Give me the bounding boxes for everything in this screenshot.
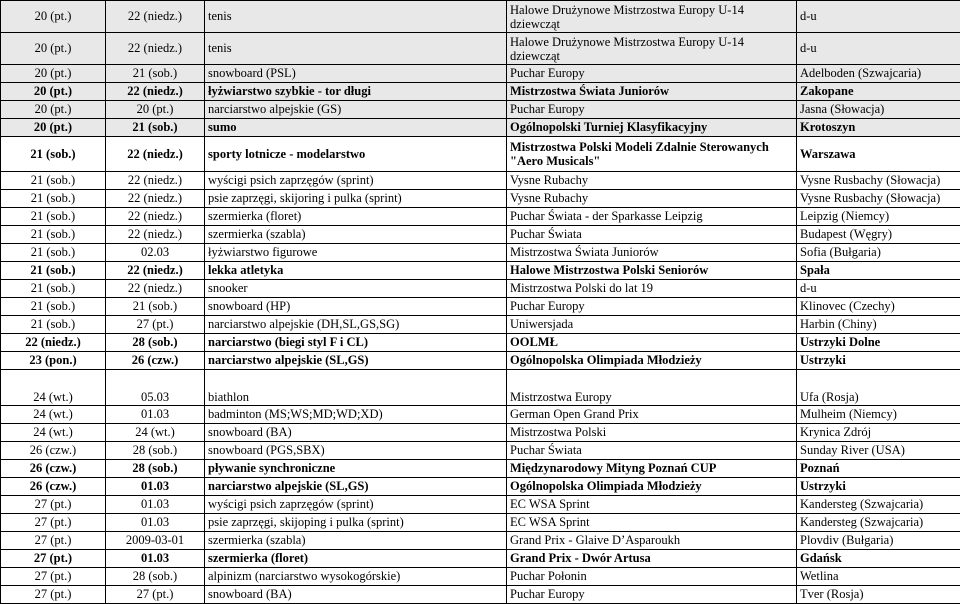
place-cell: Harbin (Chiny) [797,316,960,334]
place-cell: Sunday River (USA) [797,442,960,460]
event-cell: Mistrzostwa Polski Modeli Zdalnie Sterowanych "Aero Musicals" [507,137,797,172]
table-row [1,316,960,334]
end-date-cell: 05.03 [106,370,205,406]
table-row [1,334,960,352]
start-date-cell: 21 (sob.) [1,137,106,172]
end-date-cell: 22 (niedz.) [106,280,205,298]
start-date-cell: 27 (pt.) [1,568,106,586]
sport-cell: psie zaprzęgi, skijoring i pulka (sprint) [205,190,507,208]
table-row [1,442,960,460]
start-date-cell: 21 (sob.) [1,316,106,334]
table-row [1,514,960,532]
start-date-cell: 20 (pt.) [1,119,106,137]
sport-cell: narciarstwo alpejskie (SL,GS) [205,352,507,370]
place-cell: Warszawa [797,137,960,172]
place-cell: Zakopane [797,83,960,101]
sport-cell: sumo [205,119,507,137]
end-date-cell: 01.03 [106,550,205,568]
table-row [1,226,960,244]
table-row [1,172,960,190]
end-date-cell: 24 (wt.) [106,424,205,442]
start-date-cell: 20 (pt.) [1,65,106,83]
start-date-cell: 20 (pt.) [1,33,106,65]
place-cell: Gdańsk [797,550,960,568]
sport-cell: wyścigi psich zaprzęgów (sprint) [205,172,507,190]
event-cell: Puchar Świata [507,226,797,244]
start-date-cell: 21 (sob.) [1,244,106,262]
event-cell: Ogólnopolska Olimpiada Młodzieży [507,478,797,496]
place-cell: Wetlina [797,568,960,586]
sport-cell: psie zaprzęgi, skijoping i pulka (sprint) [205,514,507,532]
sport-cell: snowboard (PGS,SBX) [205,442,507,460]
start-date-cell: 20 (pt.) [1,101,106,119]
table-row [1,352,960,370]
event-cell: EC WSA Sprint [507,496,797,514]
table-row [1,33,960,65]
sport-cell: narciarstwo (biegi styl F i CL) [205,334,507,352]
end-date-cell: 01.03 [106,496,205,514]
sport-cell: pływanie synchroniczne [205,460,507,478]
event-cell: Mistrzostwa Polski [507,424,797,442]
table-row [1,568,960,586]
end-date-cell: 22 (niedz.) [106,172,205,190]
event-cell: Mistrzostwa Polski do lat 19 [507,280,797,298]
start-date-cell: 22 (niedz.) [1,334,106,352]
table-row [1,101,960,119]
sport-cell: narciarstwo alpejskie (SL,GS) [205,478,507,496]
end-date-cell: 27 (pt.) [106,586,205,604]
start-date-cell: 27 (pt.) [1,586,106,604]
end-date-cell: 21 (sob.) [106,65,205,83]
end-date-cell: 28 (sob.) [106,334,205,352]
event-cell: Uniwersjada [507,316,797,334]
end-date-cell: 22 (niedz.) [106,190,205,208]
start-date-cell: 27 (pt.) [1,550,106,568]
event-cell: Puchar Europy [507,65,797,83]
place-cell: d-u [797,1,960,33]
start-date-cell: 27 (pt.) [1,496,106,514]
event-cell: Puchar Świata - der Sparkasse Leipzig [507,208,797,226]
place-cell: Mulheim (Niemcy) [797,406,960,424]
start-date-cell: 27 (pt.) [1,532,106,550]
table-row [1,190,960,208]
table-row [1,83,960,101]
event-cell: OOLMŁ [507,334,797,352]
place-cell: Jasna (Słowacja) [797,101,960,119]
sport-cell: alpinizm (narciarstwo wysokogórskie) [205,568,507,586]
event-cell: Puchar Europy [507,298,797,316]
sport-cell: łyżwiarstwo figurowe [205,244,507,262]
table-row [1,244,960,262]
place-cell: Kandersteg (Szwajcaria) [797,496,960,514]
event-cell: Ogólnopolski Turniej Klasyfikacyjny [507,119,797,137]
table-row [1,586,960,604]
event-cell: Halowe Drużynowe Mistrzostwa Europy U-14 dziewcząt [507,1,797,33]
start-date-cell: 26 (czw.) [1,460,106,478]
event-cell: Puchar Europy [507,101,797,119]
event-cell: Halowe Drużynowe Mistrzostwa Europy U-14 dziewcząt [507,33,797,65]
event-cell: German Open Grand Prix [507,406,797,424]
table-row [1,65,960,83]
end-date-cell: 27 (pt.) [106,316,205,334]
event-cell: Halowe Mistrzostwa Polski Seniorów [507,262,797,280]
place-cell: Poznań [797,460,960,478]
table-row [1,424,960,442]
start-date-cell: 21 (sob.) [1,280,106,298]
table-row [1,532,960,550]
end-date-cell: 22 (niedz.) [106,1,205,33]
event-cell: Grand Prix - Dwór Artusa [507,550,797,568]
start-date-cell: 24 (wt.) [1,424,106,442]
event-cell: Grand Prix - Glaive D’Asparoukh [507,532,797,550]
sport-cell: szermierka (szabla) [205,532,507,550]
place-cell: Klinovec (Czechy) [797,298,960,316]
end-date-cell: 02.03 [106,244,205,262]
event-cell: Vysne Rubachy [507,190,797,208]
place-cell: Krotoszyn [797,119,960,137]
table-row [1,406,960,424]
sport-cell: narciarstwo alpejskie (GS) [205,101,507,119]
sport-cell: badminton (MS;WS;MD;WD;XD) [205,406,507,424]
event-cell: Puchar Połonin [507,568,797,586]
place-cell: Sofia (Bułgaria) [797,244,960,262]
place-cell: Vysne Rusbachy (Słowacja) [797,190,960,208]
start-date-cell: 27 (pt.) [1,514,106,532]
start-date-cell: 24 (wt.) [1,406,106,424]
event-cell: Międzynarodowy Mityng Poznań CUP [507,460,797,478]
event-cell: Mistrzostwa Świata Juniorów [507,244,797,262]
event-cell: Ogólnopolska Olimpiada Młodzieży [507,352,797,370]
end-date-cell: 22 (niedz.) [106,226,205,244]
place-cell: Ustrzyki [797,478,960,496]
end-date-cell: 22 (niedz.) [106,262,205,280]
table-row [1,119,960,137]
start-date-cell: 21 (sob.) [1,298,106,316]
event-cell: Mistrzostwa Świata Juniorów [507,83,797,101]
table-row [1,208,960,226]
sport-cell: lekka atletyka [205,262,507,280]
place-cell: Ustrzyki [797,352,960,370]
sport-cell: snowboard (HP) [205,298,507,316]
place-cell: d-u [797,280,960,298]
table-row [1,280,960,298]
sport-cell: biathlon [205,370,507,406]
sport-cell: snooker [205,280,507,298]
sport-cell: tenis [205,1,507,33]
event-cell: Puchar Świata [507,442,797,460]
end-date-cell: 22 (niedz.) [106,83,205,101]
place-cell: Ufa (Rosja) [797,370,960,406]
sport-cell: łyżwiarstwo szybkie - tor długi [205,83,507,101]
start-date-cell: 21 (sob.) [1,262,106,280]
start-date-cell: 20 (pt.) [1,1,106,33]
place-cell: Plovdiv (Bułgaria) [797,532,960,550]
sport-cell: szermierka (szabla) [205,226,507,244]
end-date-cell: 2009-03-01 [106,532,205,550]
sport-cell: tenis [205,33,507,65]
table-row [1,550,960,568]
start-date-cell: 24 (wt.) [1,370,106,406]
place-cell: Budapest (Węgry) [797,226,960,244]
sport-cell: snowboard (PSL) [205,65,507,83]
start-date-cell: 21 (sob.) [1,172,106,190]
table-row [1,1,960,33]
end-date-cell: 01.03 [106,514,205,532]
sport-cell: szermierka (floret) [205,550,507,568]
sport-cell: sporty lotnicze - modelarstwo [205,137,507,172]
end-date-cell: 20 (pt.) [106,101,205,119]
start-date-cell: 23 (pon.) [1,352,106,370]
table-row [1,298,960,316]
sport-cell: snowboard (BA) [205,424,507,442]
table-row [1,370,960,406]
sport-cell: szermierka (floret) [205,208,507,226]
place-cell: Kandersteg (Szwajcaria) [797,514,960,532]
place-cell: Spała [797,262,960,280]
start-date-cell: 26 (czw.) [1,478,106,496]
table-row [1,262,960,280]
start-date-cell: 20 (pt.) [1,83,106,101]
table-row [1,496,960,514]
end-date-cell: 21 (sob.) [106,298,205,316]
event-cell: Mistrzostwa Europy [507,370,797,406]
start-date-cell: 21 (sob.) [1,208,106,226]
sport-cell: narciarstwo alpejskie (DH,SL,GS,SG) [205,316,507,334]
end-date-cell: 28 (sob.) [106,460,205,478]
end-date-cell: 01.03 [106,406,205,424]
table-row [1,460,960,478]
end-date-cell: 28 (sob.) [106,568,205,586]
table-row [1,478,960,496]
place-cell: Tver (Rosja) [797,586,960,604]
place-cell: Leipzig (Niemcy) [797,208,960,226]
schedule-body [1,1,960,604]
end-date-cell: 01.03 [106,478,205,496]
end-date-cell: 28 (sob.) [106,442,205,460]
end-date-cell: 21 (sob.) [106,119,205,137]
end-date-cell: 22 (niedz.) [106,33,205,65]
sport-cell: snowboard (BA) [205,586,507,604]
place-cell: Ustrzyki Dolne [797,334,960,352]
place-cell: Adelboden (Szwajcaria) [797,65,960,83]
place-cell: Vysne Rusbachy (Słowacja) [797,172,960,190]
sport-cell: wyścigi psich zaprzęgów (sprint) [205,496,507,514]
place-cell: Krynica Zdrój [797,424,960,442]
event-cell: Puchar Europy [507,586,797,604]
place-cell: d-u [797,33,960,65]
end-date-cell: 22 (niedz.) [106,137,205,172]
start-date-cell: 26 (czw.) [1,442,106,460]
table-row [1,137,960,172]
event-cell: Vysne Rubachy [507,172,797,190]
start-date-cell: 21 (sob.) [1,190,106,208]
event-cell: EC WSA Sprint [507,514,797,532]
start-date-cell: 21 (sob.) [1,226,106,244]
end-date-cell: 22 (niedz.) [106,208,205,226]
end-date-cell: 26 (czw.) [106,352,205,370]
